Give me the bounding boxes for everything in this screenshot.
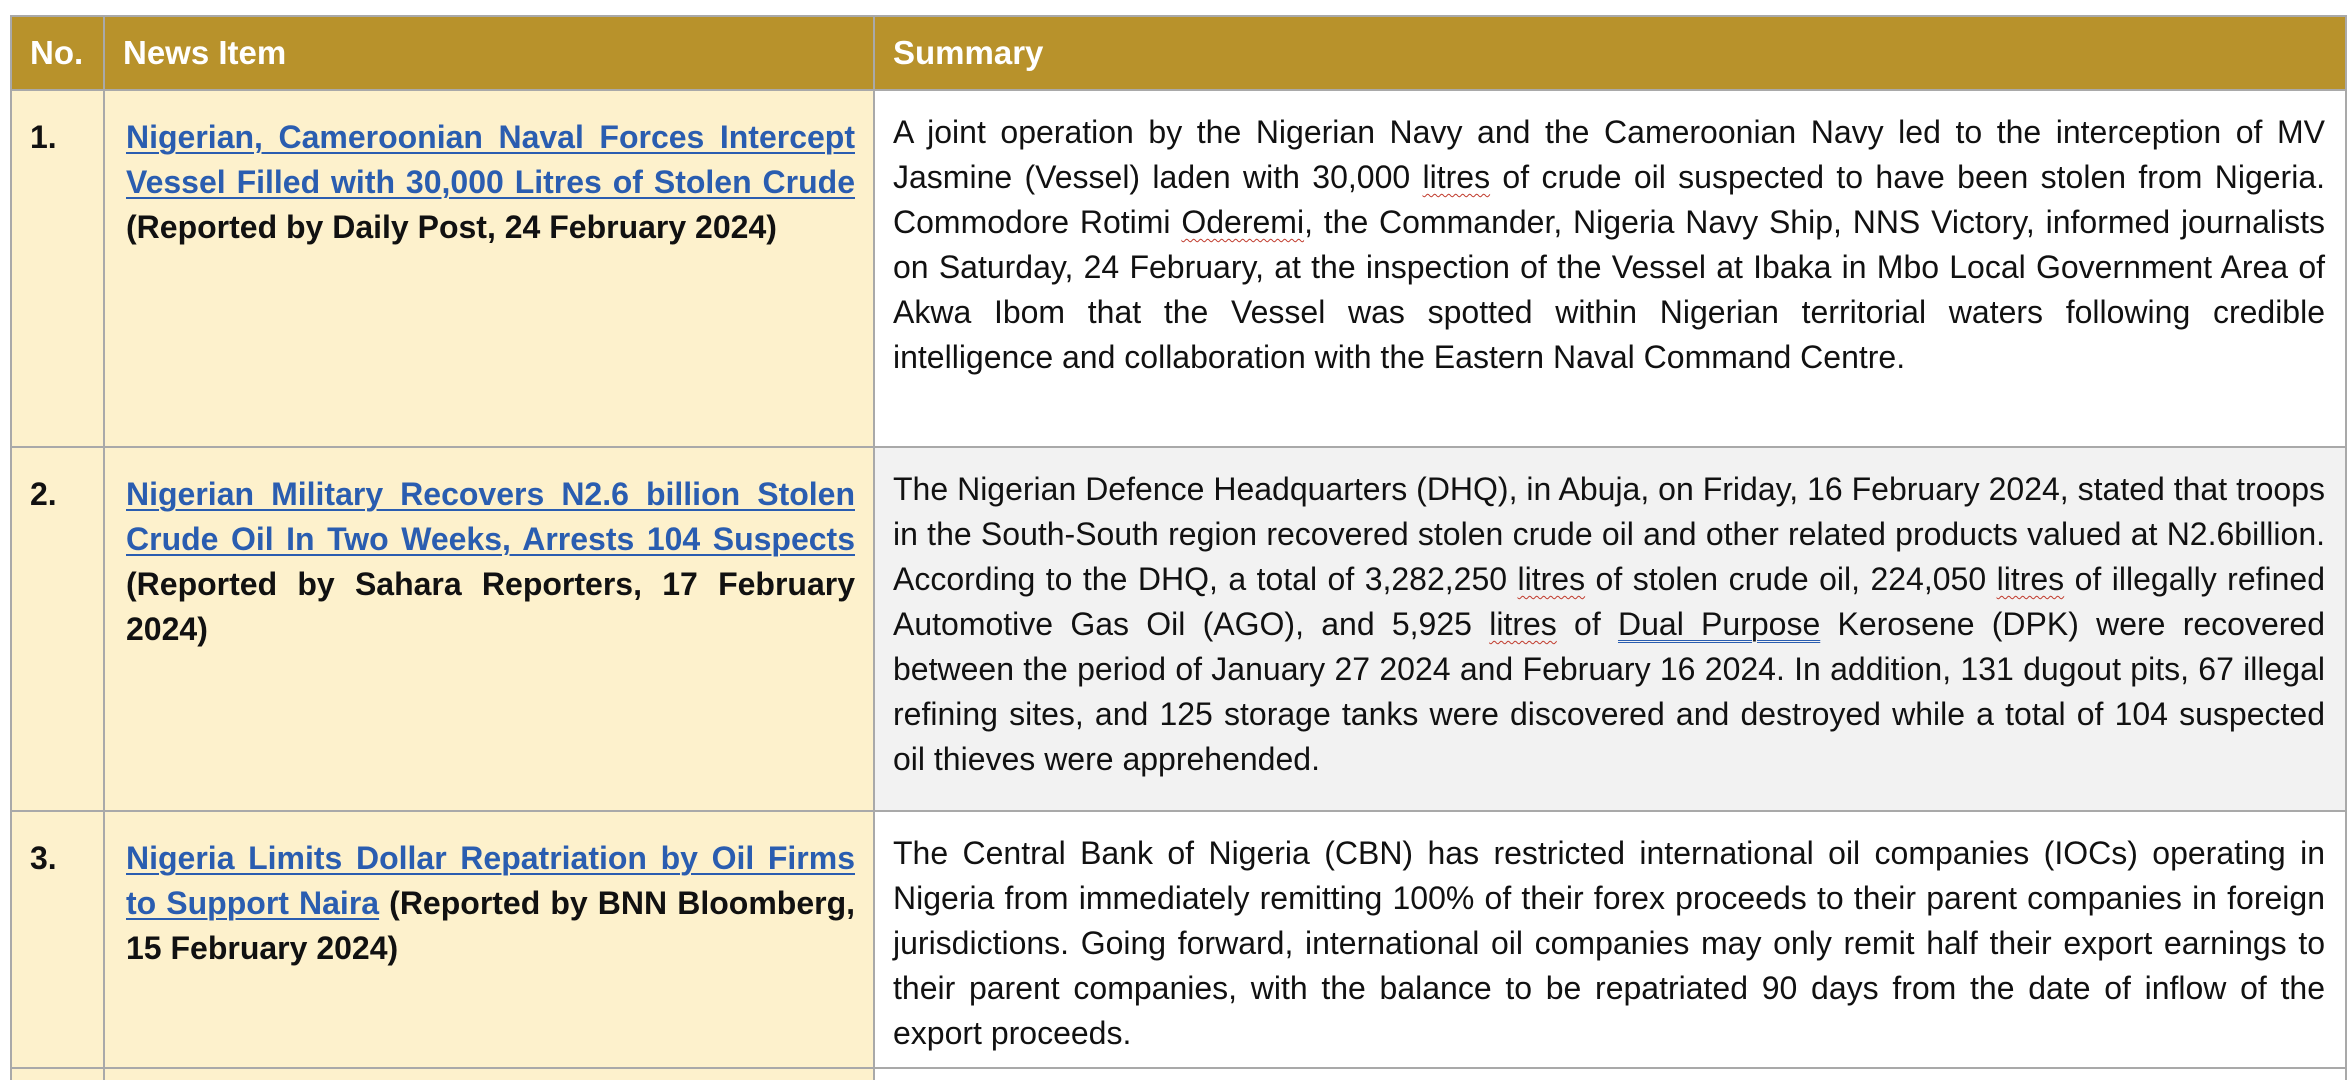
summary-cell-empty <box>874 1068 2346 1080</box>
news-headline-link[interactable]: Nigerian, Cameroonian Naval Forces Intercept Vessel Filled with 30,000 Litres of Stolen Crude <box>126 119 855 200</box>
news-source: (Reported by BNN Bloomberg, 15 February 2024) <box>126 885 856 966</box>
news-item-cell-empty <box>104 1068 874 1080</box>
row-number: 2. <box>11 447 104 811</box>
summary-cell <box>874 811 2346 1068</box>
spellcheck-word: litres <box>1517 561 1586 597</box>
table-row <box>11 811 2346 1068</box>
news-table <box>10 15 2347 1080</box>
row-number-empty <box>11 1068 104 1080</box>
summary-text: A joint operation by the Nigerian Navy and the Cameroonian Navy led to the interception of MV Jasmine (Vessel) laden with 30,000 <box>893 114 2325 195</box>
news-source: (Reported by Daily Post, 24 February 2024) <box>126 209 777 245</box>
summary-text: of crude oil suspected to have been stolen from Nigeria. Commodore Rotimi <box>893 159 2325 240</box>
news-source: (Reported by Sahara Reporters, 17 February 2024) <box>126 566 855 647</box>
summary-text: of stolen crude oil, 224,050 <box>1585 561 1997 597</box>
header-summary: Summary <box>874 16 2346 90</box>
summary-text: of illegally refined Automotive Gas Oil (AGO), and 5,925 <box>893 561 2326 642</box>
news-headline-link[interactable]: Nigeria Limits Dollar Repatriation by Oil Firms to Support Naira <box>126 840 855 921</box>
header-row <box>11 16 2346 90</box>
summary-text: The Central Bank of Nigeria (CBN) has restricted international oil companies (IOCs) operating in Nigeria from immediately remitting 100% of their forex proceeds to their parent companies in foreign jurisdictions. Going forward, international oil companies may only remit half their export earnings to their parent companies, with the balance to be repatriated 90 days from the date of inflow of the export proceeds. <box>893 835 2325 1051</box>
table-row-partial <box>11 1068 2346 1080</box>
news-headline-link[interactable]: Nigerian Military Recovers N2.6 billion Stolen Crude Oil In Two Weeks, Arrests 104 Suspects <box>126 476 855 557</box>
table-row <box>11 447 2346 811</box>
spellcheck-word: litres <box>1996 561 2065 597</box>
spellcheck-word: Oderemi <box>1181 204 1305 240</box>
news-item-cell <box>104 90 874 447</box>
header-news-item: News Item <box>104 16 874 90</box>
news-item-cell <box>104 811 874 1068</box>
summary-cell <box>874 447 2346 811</box>
grammar-flag-phrase: Dual Purpose <box>1617 606 1821 642</box>
news-item-cell <box>104 447 874 811</box>
header-no: No. <box>11 16 104 90</box>
table-header <box>11 16 2346 90</box>
summary-text: Kerosene (DPK) were recovered between the period of January 27 2024 and February 16 2024. In addition, 131 dugout pits, 67 illegal refining sites, and 125 storage tanks were discovered and destroyed while a total of 104 suspected oil thieves were apprehended. <box>893 606 2326 777</box>
row-number: 1. <box>11 90 104 447</box>
summary-text: of <box>1556 606 1618 642</box>
table-row <box>11 90 2346 447</box>
spellcheck-word: litres <box>1489 606 1557 642</box>
summary-cell <box>874 90 2346 447</box>
table-body <box>11 90 2346 1080</box>
spellcheck-word: litres <box>1422 159 1491 195</box>
row-number: 3. <box>11 811 104 1068</box>
summary-text: , the Commander, Nigeria Navy Ship, NNS Victory, informed journalists on Saturday, 24 February, at the inspection of the Vessel at Ibaka in Mbo Local Government Area of Akwa Ibom that the Vessel was spotted within Nigerian territorial waters following credible intelligence and collaboration with the Eastern Naval Command Centre. <box>893 204 2326 375</box>
summary-text: The Nigerian Defence Headquarters (DHQ), in Abuja, on Friday, 16 February 2024, stated that troops in the South-South region recovered stolen crude oil and other related products valued at N2.6billion. According to the DHQ, a total of 3,282,250 <box>893 471 2325 597</box>
